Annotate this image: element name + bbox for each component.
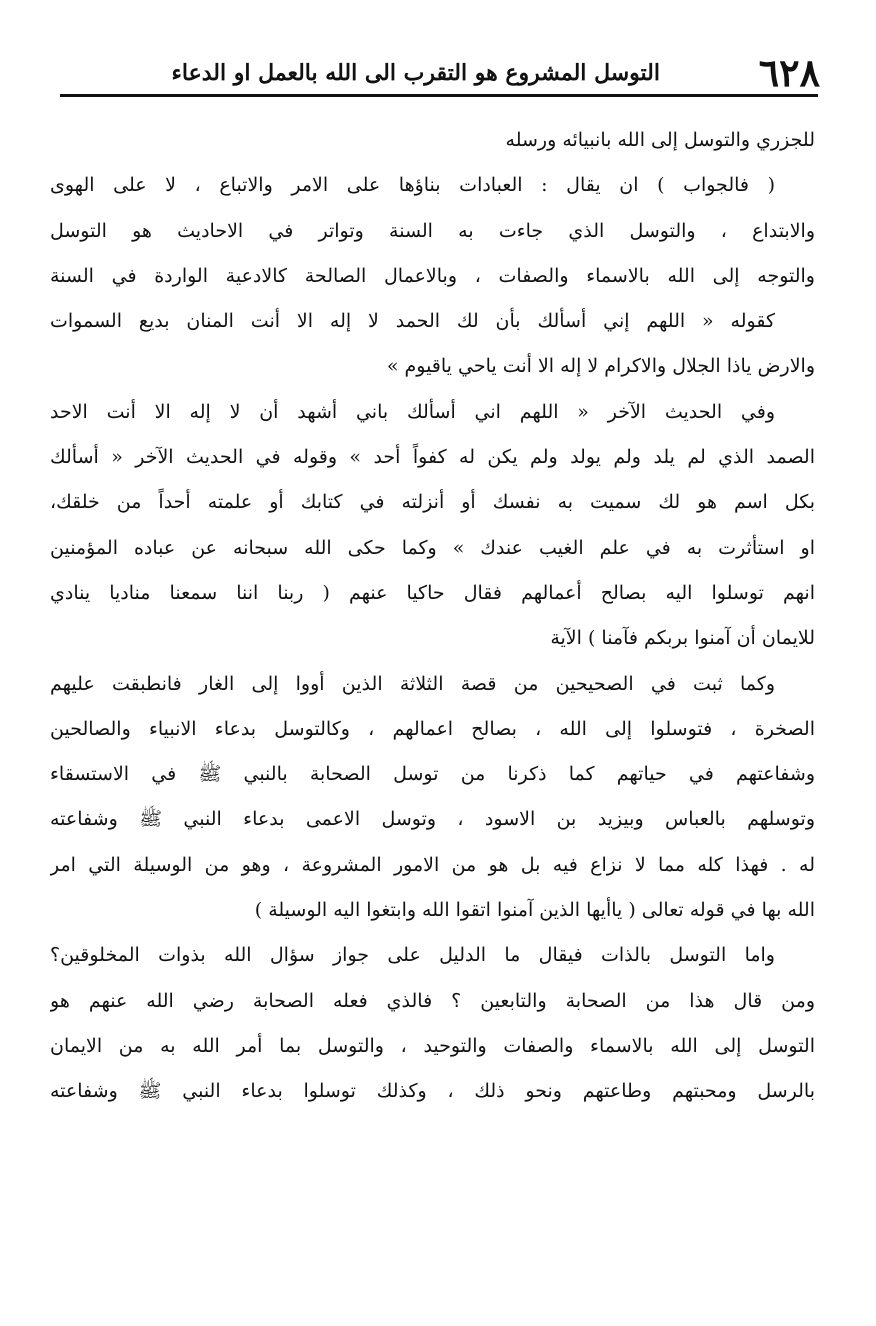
- text-line: الصمد الذي لم يلد ولم يولد ولم يكن له كفواً أحد » وقوله في الحديث الآخر « أسألك: [50, 446, 815, 469]
- text-line: وكما ثبت في الصحيحين من قصة الثلاثة الذين أووا إلى الغار فانطبقت عليهم: [50, 672, 775, 695]
- text-line: ( فالجواب ) ان يقال : العبادات بناؤها على الامر والاتباع ، لا على الهوى: [50, 174, 775, 197]
- text-line: التوسل إلى الله بالاسماء والصفات والتوحيد ، والتوسل بما أمر الله به من الايمان: [50, 1034, 815, 1057]
- text-line: والابتداع ، والتوسل الذي جاءت به السنة وتواتر في الاحاديث هو التوسل: [50, 219, 815, 242]
- header-rule: [60, 94, 818, 97]
- text-line: كقوله « اللهم إني أسألك بأن لك الحمد لا إله الا أنت المنان بديع السموات: [50, 310, 775, 333]
- text-line: وشفاعتهم في حياتهم كما ذكرنا من توسل الصحابة بالنبي ﷺ في الاستسقاء: [50, 763, 815, 786]
- text-line: له . فهذا كله مما لا نزاع فيه بل هو من الامور المشروعة ، وهو من الوسيلة التي امر: [50, 853, 815, 876]
- text-line: للجزري والتوسل إلى الله بانبيائه ورسله: [505, 129, 815, 151]
- page-number: ٦٢٨: [758, 50, 820, 95]
- text-line: للايمان أن آمنوا بربكم فآمنا ) الآية: [550, 627, 815, 650]
- text-line: وتوسلهم بالعباس وبيزيد بن الاسود ، وتوسل الاعمى بدعاء النبي ﷺ وشفاعته: [50, 808, 815, 831]
- text-line: ومن قال هذا من الصحابة والتابعين ؟ فالذي فعله الصحابة رضي الله عنهم هو: [50, 989, 815, 1012]
- text-line: والارض ياذا الجلال والاكرام لا إله الا أنت ياحي ياقيوم »: [386, 355, 815, 378]
- body-text: [50, 118, 815, 1115]
- text-line: وفي الحديث الآخر « اللهم اني أسألك باني أشهد أن لا إله الا أنت الاحد: [50, 400, 775, 423]
- text-line: بالرسل ومحبتهم وطاعتهم ونحو ذلك ، وكذلك توسلوا بدعاء النبي ﷺ وشفاعته: [50, 1080, 815, 1103]
- page-header: [60, 52, 820, 94]
- text-line: الصخرة ، فتوسلوا إلى الله ، بصالح اعمالهم ، وكالتوسل بدعاء الانبياء والصالحين: [50, 717, 815, 740]
- text-line: الله بها في قوله تعالى ( ياأيها الذين آمنوا اتقوا الله وابتغوا اليه الوسيلة ): [254, 899, 815, 922]
- text-line: بكل اسم هو لك سميت به نفسك أو أنزلته في كتابك أو علمته أحداً من خلقك،: [50, 491, 815, 514]
- text-line: واما التوسل بالذات فيقال ما الدليل على جواز سؤال الله بذوات المخلوقين؟: [50, 944, 775, 967]
- running-title: التوسل المشروع هو التقرب الى الله بالعمل او الدعاء: [171, 60, 660, 86]
- text-line: انهم توسلوا اليه بصالح أعمالهم فقال حاكيا عنهم ( ربنا اننا سمعنا مناديا ينادي: [50, 581, 815, 604]
- text-line: او استأثرت به في علم الغيب عندك » وكما حكى الله سبحانه عن عباده المؤمنين: [50, 536, 815, 559]
- text-line: والتوجه إلى الله بالاسماء والصفات ، وبالاعمال الصالحة كالادعية الواردة في السنة: [50, 264, 815, 287]
